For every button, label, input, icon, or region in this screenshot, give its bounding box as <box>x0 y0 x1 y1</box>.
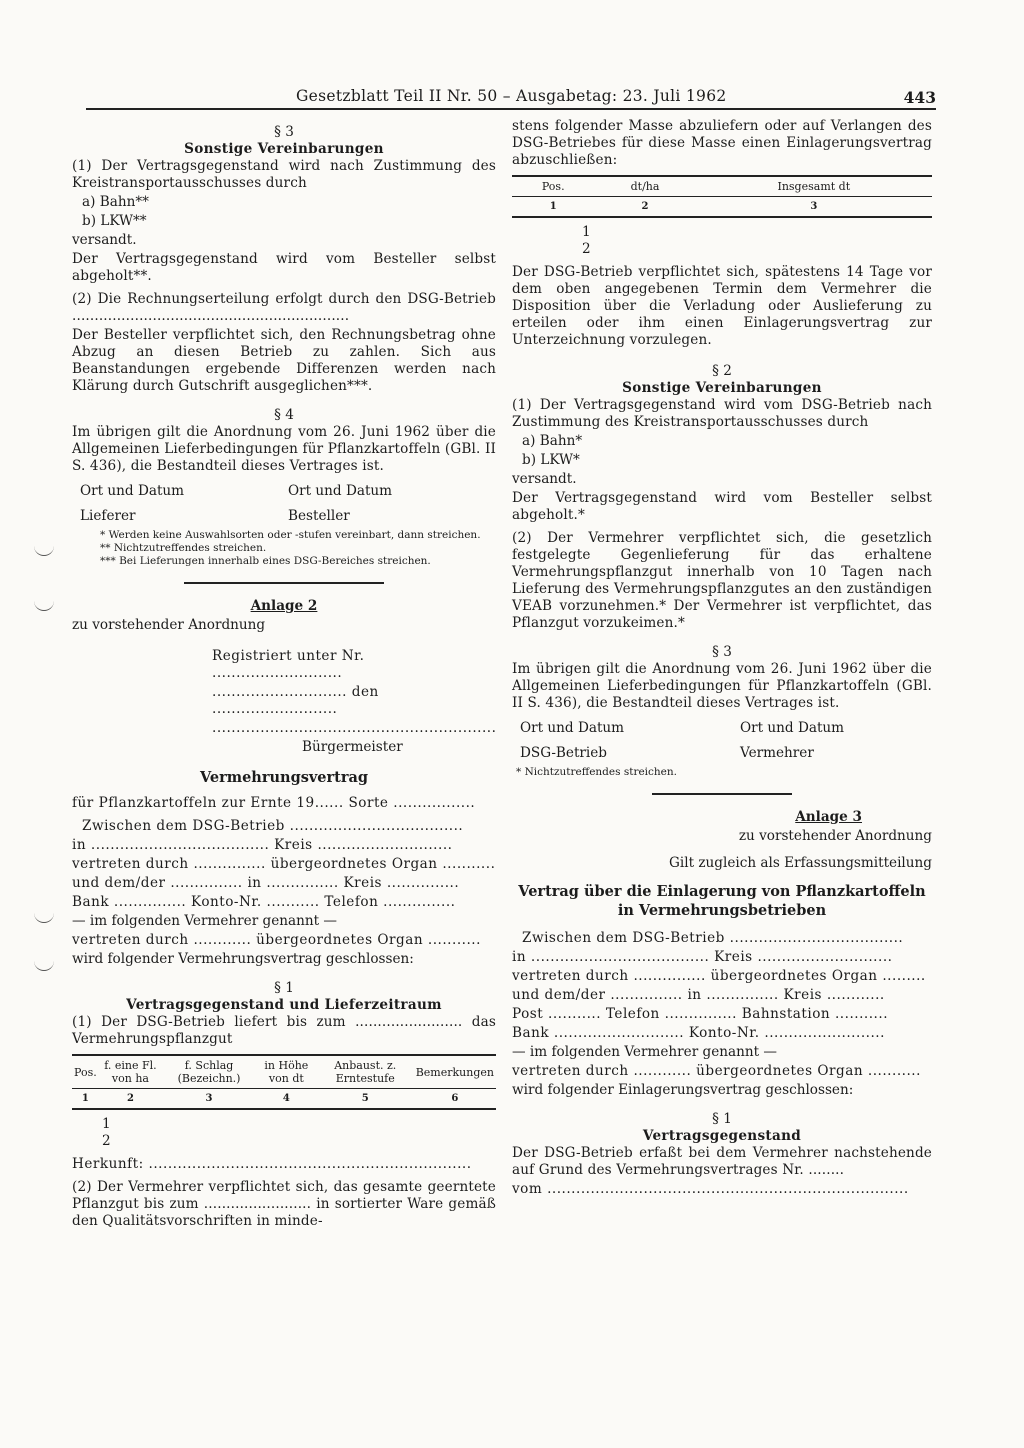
signature-label: Vermehrer <box>740 745 814 761</box>
party-line: und dem/der ............... in ............... Kreis ............... <box>72 875 460 891</box>
table-row: 1 <box>102 1116 111 1132</box>
party-line: Post ........... Telefon ............... Bahnstation ........... <box>512 1006 889 1022</box>
page-number: 443 <box>903 88 936 107</box>
column-header: Bemerkungen <box>414 1055 496 1089</box>
section-divider <box>652 793 792 795</box>
party-line: — im folgenden Vermehrer genannt — <box>512 1044 778 1060</box>
table-row: 1 <box>582 224 591 240</box>
header-title: Gesetzblatt Teil II Nr. 50 – Ausgabetag: 23. Juli 1962 <box>296 87 727 105</box>
right-column <box>512 118 932 1200</box>
section-title: Vertragsgegenstand <box>642 1128 802 1144</box>
party-line: Zwischen dem DSG-Betrieb .................................... <box>82 818 464 834</box>
party-line: — im folgenden Vermehrer genannt — <box>72 913 338 929</box>
paragraph: (2) Der Vermehrer verpflichtet sich, die gesetzlich festgelegte Gegenlieferung für das erhaltene Vermehrungspflanzgut innerhalb von 10 Tagen nach Lieferung des Vermehrungspflanzgutes an den zuständigen VEAB vorzunehmen.* Der Vermehrer ist verpflichtet, das Pflanzgut vorzukeimen.* <box>512 530 932 631</box>
paragraph: Der Vertragsgegenstand wird vom Besteller selbst abgeholt**. <box>72 251 496 284</box>
option-bahn: a) Bahn** <box>82 194 149 210</box>
header-rule <box>86 108 936 110</box>
section-number: § 4 <box>274 407 294 423</box>
column-number: 3 <box>162 1089 256 1110</box>
section-number: § 2 <box>712 363 732 379</box>
column-number: 2 <box>99 1089 162 1110</box>
paragraph: Der Vertragsgegenstand wird vom Besteller selbst abgeholt.* <box>512 490 932 523</box>
party-line: vertreten durch ............... übergeordnetes Organ ........... <box>72 856 496 872</box>
column-header: Insgesamt dt <box>696 176 932 197</box>
table-row: 2 <box>102 1133 111 1149</box>
margin-tick-mark <box>34 600 54 611</box>
annex-title: Anlage 3 <box>795 809 862 825</box>
annex-subtitle: zu vorstehender Anordnung <box>738 828 932 844</box>
left-column <box>72 118 496 1236</box>
table-number-row <box>512 197 932 218</box>
table-rows <box>582 224 932 258</box>
section-number: § 1 <box>712 1111 732 1127</box>
table-header-row <box>512 176 932 197</box>
registration-line: ............................ den .......................... <box>212 684 379 717</box>
section-number: § 3 <box>712 644 732 660</box>
column-header: dt/ha <box>594 176 695 197</box>
page-header <box>86 86 936 108</box>
contract-title: Vertrag über die Einlagerung von Pflanzkartoffeln in Vermehrungsbetrieben <box>518 883 926 919</box>
paragraph: (1) Der Vertragsgegenstand wird vom DSG-Betrieb nach Zustimmung des Kreistransportausschusses durch <box>512 397 932 430</box>
signature-label: Besteller <box>288 508 350 524</box>
paragraph: (1) Der Vertragsgegenstand wird nach Zustimmung des Kreistransportausschusses durch <box>72 158 496 191</box>
versandt-text: versandt. <box>72 232 137 248</box>
option-lkw: b) LKW* <box>522 452 580 468</box>
signature-label: Ort und Datum <box>80 483 185 499</box>
option-bahn: a) Bahn* <box>522 433 583 449</box>
footnote: * Werden keine Auswahlsorten oder -stufen vereinbart, dann streichen. <box>100 529 481 541</box>
mass-table <box>512 175 932 218</box>
signature-row <box>520 720 932 737</box>
signature-label: Ort und Datum <box>520 720 625 736</box>
margin-tick-mark <box>34 960 54 971</box>
party-line: wird folgender Einlagerungsvertrag geschlossen: <box>512 1082 854 1098</box>
parties-block <box>72 818 496 968</box>
paragraph: Der DSG-Betrieb verpflichtet sich, spätestens 14 Tage vor dem oben angegebenen Termin dem Vermehrer die Disposition über die Verladung oder Auslieferung zu erteilen oder ihm einen Einlagerungsvertrag zur Unterzeichnung vorzulegen. <box>512 264 932 348</box>
footnote: *** Bei Lieferungen innerhalb eines DSG-Bereiches streichen. <box>100 555 431 567</box>
signature-label: Ort und Datum <box>740 720 845 736</box>
column-header: Pos. <box>512 176 594 197</box>
party-line: Zwischen dem DSG-Betrieb .................................... <box>522 930 904 946</box>
party-line: vertreten durch ............ übergeordnetes Organ ........... <box>72 932 481 948</box>
paragraph: Der DSG-Betrieb erfaßt bei dem Vermehrer nachstehende auf Grund des Vermehrungsvertrages Nr. ........ <box>512 1145 932 1178</box>
signature-row <box>520 745 932 762</box>
party-line: Bank ........................... Konto-Nr. ......................... <box>512 1025 885 1041</box>
column-number: 5 <box>317 1089 414 1110</box>
column-header: Anbaust. z. Erntestufe <box>317 1055 414 1089</box>
footnote: * Nichtzutreffendes streichen. <box>516 766 677 778</box>
paragraph: stens folgender Masse abzuliefern oder auf Verlangen des DSG-Betriebes für diese Masse einen Einlagerungsvertrag abzuschließen: <box>512 118 932 168</box>
section-divider <box>184 582 384 584</box>
section-title: Sonstige Vereinbarungen <box>622 380 822 396</box>
option-lkw: b) LKW** <box>82 213 147 229</box>
section-title: Sonstige Vereinbarungen <box>184 141 384 157</box>
paragraph: (1) Der DSG-Betrieb liefert bis zum ........................ das Vermehrungspflanzgut <box>72 1014 496 1047</box>
parties-block <box>512 930 932 1099</box>
registration-line: Registriert unter Nr. ........................... <box>212 648 365 681</box>
table-rows <box>102 1116 496 1150</box>
section-number: § 1 <box>274 980 294 996</box>
annex-subtitle: zu vorstehender Anordnung <box>72 617 266 633</box>
crop-line: für Pflanzkartoffeln zur Ernte 19...... Sorte ................. <box>72 795 476 811</box>
party-line: in ..................................... Kreis ............................ <box>72 837 453 853</box>
delivery-table <box>72 1054 496 1110</box>
column-number: 1 <box>512 197 594 218</box>
column-number: 4 <box>256 1089 317 1110</box>
annex-title: Anlage 2 <box>250 598 318 614</box>
paragraph: Im übrigen gilt die Anordnung vom 26. Juni 1962 über die Allgemeinen Lieferbedingungen für Pflanzkartoffeln (GBl. II S. 436), die Bestandteil dieses Vertrages ist. <box>72 424 496 474</box>
signature-label: DSG-Betrieb <box>520 745 608 761</box>
section-title: Vertragsgegenstand und Lieferzeitraum <box>126 997 442 1013</box>
signature-label: Lieferer <box>80 508 136 524</box>
paragraph: Der Besteller verpflichtet sich, den Rechnungsbetrag ohne Abzug an diesen Betrieb zu zahlen. Sich aus Beanstandungen ergebende Differenzen werden nach Klärung durch Gutschrift ausgeglichen***. <box>72 327 496 394</box>
party-line: wird folgender Vermehrungsvertrag geschlossen: <box>72 951 414 967</box>
versandt-text: versandt. <box>512 471 577 487</box>
table-number-row <box>72 1089 496 1110</box>
paragraph: Im übrigen gilt die Anordnung vom 26. Juni 1962 über die Allgemeinen Lieferbedingungen für Pflanzkartoffeln (GBl. II S. 436), die Bestandteil dieses Vertrages ist. <box>512 661 932 711</box>
paragraph: (2) Die Rechnungserteilung erfolgt durch den DSG-Betrieb .............................................................. <box>72 291 496 324</box>
paragraph: (2) Der Vermehrer verpflichtet sich, das gesamte geerntete Pflanzgut bis zum ........................ in sortierter Ware gemäß den Qualitätsvorschriften in minde- <box>72 1179 496 1229</box>
margin-tick-mark <box>34 545 54 556</box>
signature-label: Ort und Datum <box>288 483 393 499</box>
footnote: ** Nichtzutreffendes streichen. <box>100 542 267 554</box>
party-line: und dem/der ............... in ............... Kreis ............ <box>512 987 885 1003</box>
mayor-label: Bürgermeister <box>302 739 403 755</box>
column-number: 6 <box>414 1089 496 1110</box>
signature-row <box>80 483 496 500</box>
column-header: Pos. <box>72 1055 99 1089</box>
origin-line: Herkunft: ................................................................... <box>72 1156 472 1172</box>
registration-note: Gilt zugleich als Erfassungsmitteilung <box>669 855 932 871</box>
party-line: in ..................................... Kreis ............................ <box>512 949 893 965</box>
column-header: f. Schlag (Bezeichn.) <box>162 1055 256 1089</box>
column-header: in Höhe von dt <box>256 1055 317 1089</box>
column-number: 3 <box>696 197 932 218</box>
section-number: § 3 <box>274 124 294 140</box>
column-number: 1 <box>72 1089 99 1110</box>
column-header: f. eine Fl. von ha <box>99 1055 162 1089</box>
table-header-row <box>72 1055 496 1089</box>
registration-line: ........................................................... <box>212 720 497 736</box>
column-number: 2 <box>594 197 695 218</box>
contract-title: Vermehrungsvertrag <box>199 769 369 786</box>
date-line: vom ........................................................................... <box>512 1181 909 1197</box>
margin-tick-mark <box>34 912 54 923</box>
signature-row <box>80 508 496 525</box>
party-line: vertreten durch ............ übergeordnetes Organ ........... <box>512 1063 921 1079</box>
party-line: vertreten durch ............... übergeordnetes Organ ......... <box>512 968 926 984</box>
party-line: Bank ............... Konto-Nr. ........... Telefon ............... <box>72 894 456 910</box>
table-row: 2 <box>582 241 591 257</box>
